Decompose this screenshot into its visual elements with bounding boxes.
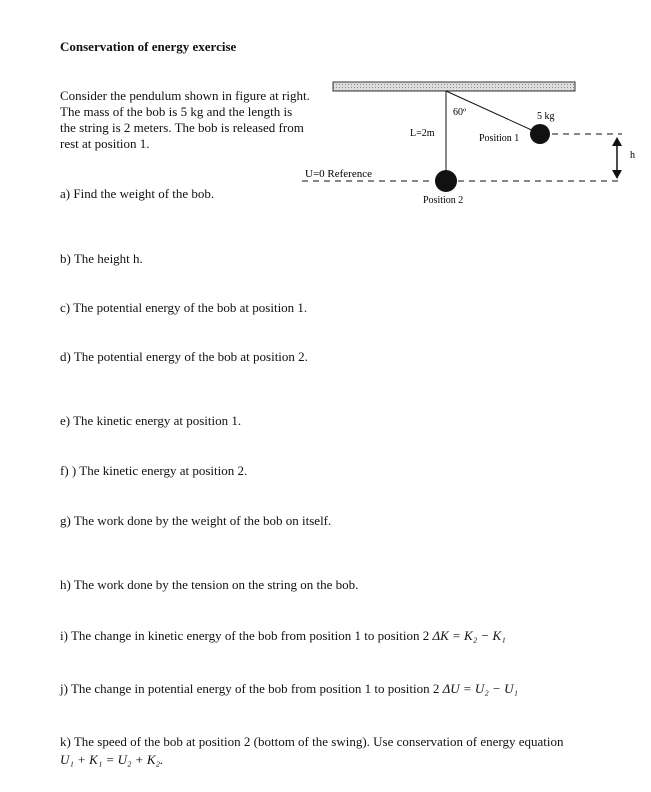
position-1-label: Position 1 [479, 133, 520, 144]
question-k-text: k) The speed of the bob at position 2 (bottom of the swing). Use conservation of energy equation [60, 734, 564, 749]
bob-position-2 [435, 170, 457, 192]
question-h: h) The work done by the tension on the string on the bob. [60, 577, 359, 592]
equation-conservation: U₁ + K₁ = U₂ + K₂. [60, 752, 164, 767]
length-label: L=2m [410, 128, 435, 139]
reference-label: U=0 Reference [305, 168, 372, 180]
height-arrow-head-up [612, 137, 622, 146]
question-i [60, 628, 506, 644]
equation-delta-u: ΔU = U₂ − U₁ [442, 681, 518, 696]
question-b: b) The height h. [60, 251, 143, 266]
question-c: c) The potential energy of the bob at position 1. [60, 300, 308, 315]
position-2-label: Position 2 [423, 195, 464, 206]
question-a: a) Find the weight of the bob. [60, 186, 215, 201]
question-j [60, 681, 518, 697]
intro-paragraph: Consider the pendulum shown in figure at right. The mass of the bob is 5 kg and the length is the string is 2 meters. The bob is released from rest at position 1. [60, 88, 310, 151]
question-k [60, 733, 580, 769]
question-f: f) ) The kinetic energy at position 2. [60, 463, 248, 478]
question-j-text: j) The change in potential energy of the bob from position 1 to position 2 [60, 681, 440, 696]
question-g: g) The work done by the weight of the bob on itself. [60, 513, 332, 528]
question-d: d) The potential energy of the bob at position 2. [60, 349, 308, 364]
page-title: Conservation of energy exercise [60, 39, 237, 54]
ceiling-bar [333, 82, 575, 91]
equation-delta-k: ΔK = K₂ − K₁ [432, 628, 506, 643]
height-arrow-head-down [612, 170, 622, 179]
mass-label: 5 kg [537, 111, 555, 122]
height-label: h [630, 150, 635, 161]
question-e: e) The kinetic energy at position 1. [60, 413, 242, 428]
angle-label: 60º [453, 107, 467, 118]
bob-position-1 [530, 124, 550, 144]
question-i-text: i) The change in kinetic energy of the bob from position 1 to position 2 [60, 628, 430, 643]
